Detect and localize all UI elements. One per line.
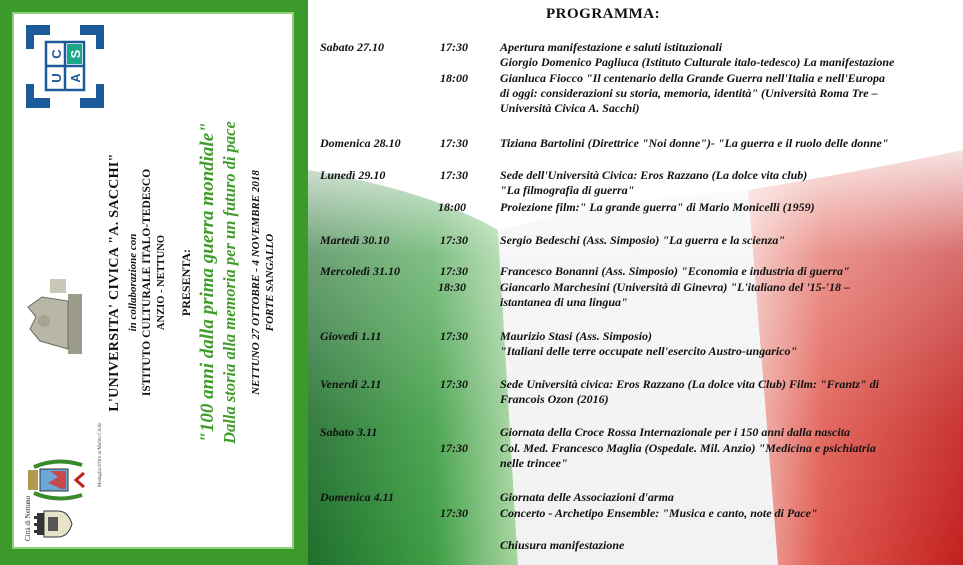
event-tue-30-day: Martedì 30.10 bbox=[320, 233, 390, 247]
presents-label: PRESENTA: bbox=[179, 248, 193, 317]
event-fri-2-line-1: Sede Università civica: Eros Razzano (La dolce vita Club) Film: "Frantz" di bbox=[500, 377, 879, 391]
city-coat-of-arms-icon bbox=[34, 507, 74, 541]
event-sat-3-b-time: 17:30 bbox=[440, 441, 468, 455]
event-sat-27-line-2: Giorgio Domenico Pagliuca (Istituto Culturale italo-tedesco) La manifestazione bbox=[500, 55, 895, 69]
event-fri-2-line-2: Francois Ozon (2016) bbox=[500, 392, 609, 406]
flyer-left-panel bbox=[0, 0, 308, 565]
event-venue: FORTE SANGALLO bbox=[264, 233, 276, 332]
logo-letter-s: S bbox=[68, 49, 83, 59]
event-slogan-line-1: "100 anni dalla prima guerra mondiale" bbox=[197, 122, 218, 443]
event-sat-27-b-line-3: Università Civica A. Sacchi) bbox=[500, 101, 640, 115]
event-wed-31-b-time: 18:30 bbox=[438, 280, 466, 294]
event-sat-3-b-line-1: Col. Med. Francesco Maglia (Ospedale. Mil. Anzio) "Medicina e psichiatria bbox=[500, 441, 876, 455]
event-sun-28-line-1: Tiziana Bartolini (Direttrice "Noi donne")- "La guerra e il ruolo delle donne" bbox=[500, 136, 889, 150]
event-fri-2-day: Venerdì 2.11 bbox=[320, 377, 382, 391]
event-mon-29-b-time: 18:00 bbox=[438, 200, 466, 214]
event-thu-1-time: 17:30 bbox=[440, 329, 468, 343]
event-sat-27-b-time: 18:00 bbox=[440, 71, 468, 85]
monument-sculpture-image bbox=[20, 273, 88, 359]
logo-letter-u: U bbox=[49, 73, 64, 83]
event-mon-29-line-2: "La filmografia di guerra" bbox=[500, 183, 635, 197]
program-panel bbox=[308, 0, 963, 565]
event-sat-3-b-line-2: nelle trincee" bbox=[500, 456, 568, 470]
event-wed-31-day: Mercoledì 31.10 bbox=[320, 264, 400, 278]
event-tue-30-time: 17:30 bbox=[440, 233, 468, 247]
event-sun-28-day: Domenica 28.10 bbox=[320, 136, 401, 150]
event-wed-31-line-1: Francesco Bonanni (Ass. Simposio) "Economia e industria di guerra" bbox=[500, 264, 850, 278]
program-title: PROGRAMMA: bbox=[546, 6, 661, 22]
event-sun-28-time: 17:30 bbox=[440, 136, 468, 150]
event-sat-27-time: 17:30 bbox=[440, 40, 468, 54]
university-title: L'UNIVERSITA' CIVICA "A. SACCHI" bbox=[107, 153, 122, 412]
event-wed-31-time: 17:30 bbox=[440, 264, 468, 278]
event-wed-31-b-line-1: Giancarlo Marchesini (Università di Ginevra) "L'italiano del '15-'18 – bbox=[500, 280, 850, 294]
city-label: Città di Nettuno bbox=[24, 495, 32, 541]
logo-letter-c: C bbox=[49, 49, 64, 59]
city-seal-group bbox=[16, 422, 116, 547]
event-closing-line: Chiusura manifestazione bbox=[500, 538, 625, 552]
event-sun-4-day: Domenica 4.11 bbox=[320, 490, 394, 504]
rotated-flyer-content bbox=[14, 14, 296, 551]
flyer-card bbox=[12, 12, 294, 549]
event-thu-1-day: Giovedì 1.11 bbox=[320, 329, 382, 343]
logo-letter-a: A bbox=[68, 73, 83, 83]
collaboration-text: in collaborazione con bbox=[127, 233, 139, 332]
event-sat-27-day: Sabato 27.10 bbox=[320, 40, 385, 54]
event-sat-3-line-1: Giornata della Croce Rossa Internazionale per i 150 anni dalla nascita bbox=[500, 425, 851, 439]
event-mon-29-day: Lunedì 29.10 bbox=[320, 168, 386, 182]
event-sun-4-b-line-1: Concerto - Archetipo Ensemble: "Musica e canto, note di Pace" bbox=[500, 506, 818, 520]
institute-name: ISTITUTO CULTURALE ITALO-TEDESCO bbox=[141, 168, 153, 397]
event-slogan-line-2: Dalla storia alla memoria per un futuro di pace bbox=[220, 121, 239, 444]
medal-label: Medaglia d'Oro al Merito Civile bbox=[98, 422, 103, 487]
event-thu-1-line-2: "Italiani delle terre occupate nell'esercito Austro-ungarico" bbox=[500, 344, 798, 358]
event-dates: NETTUNO 27 OTTOBRE - 4 NOVEMBRE 2018 bbox=[250, 170, 262, 395]
event-wed-31-b-line-2: istantanea di una lingua" bbox=[500, 295, 628, 309]
institute-location: ANZIO - NETTUNO bbox=[156, 234, 167, 331]
event-sun-4-b-time: 17:30 bbox=[440, 506, 468, 520]
event-mon-29-b-line-1: Proiezione film:" La grande guerra" di Mario Monicelli (1959) bbox=[500, 200, 815, 214]
event-sat-3-day: Sabato 3.11 bbox=[320, 425, 378, 439]
event-sun-4-line-1: Giornata delle Associazioni d'arma bbox=[500, 490, 674, 504]
event-mon-29-time: 17:30 bbox=[440, 168, 468, 182]
event-fri-2-time: 17:30 bbox=[440, 377, 468, 391]
event-mon-29-line-1: Sede dell'Università Civica: Eros Razzano (La dolce vita club) bbox=[500, 168, 808, 182]
event-thu-1-line-1: Maurizio Stasi (Ass. Simposio) bbox=[500, 329, 653, 343]
event-sat-27-b-line-1: Gianluca Fiocco "Il centenario della Grande Guerra nell'Italia e nell'Europa bbox=[500, 71, 886, 85]
medal-wreath-icon bbox=[22, 457, 92, 503]
ucas-university-logo bbox=[20, 19, 110, 114]
event-sat-27-line-1: Apertura manifestazione e saluti istituzionali bbox=[500, 40, 723, 54]
event-sat-27-b-line-2: di oggi: considerazioni su storia, memoria, identità" (Università Roma Tre – bbox=[500, 86, 878, 100]
event-tue-30-line-1: Sergio Bedeschi (Ass. Simposio) "La guerra e la scienza" bbox=[500, 233, 785, 247]
